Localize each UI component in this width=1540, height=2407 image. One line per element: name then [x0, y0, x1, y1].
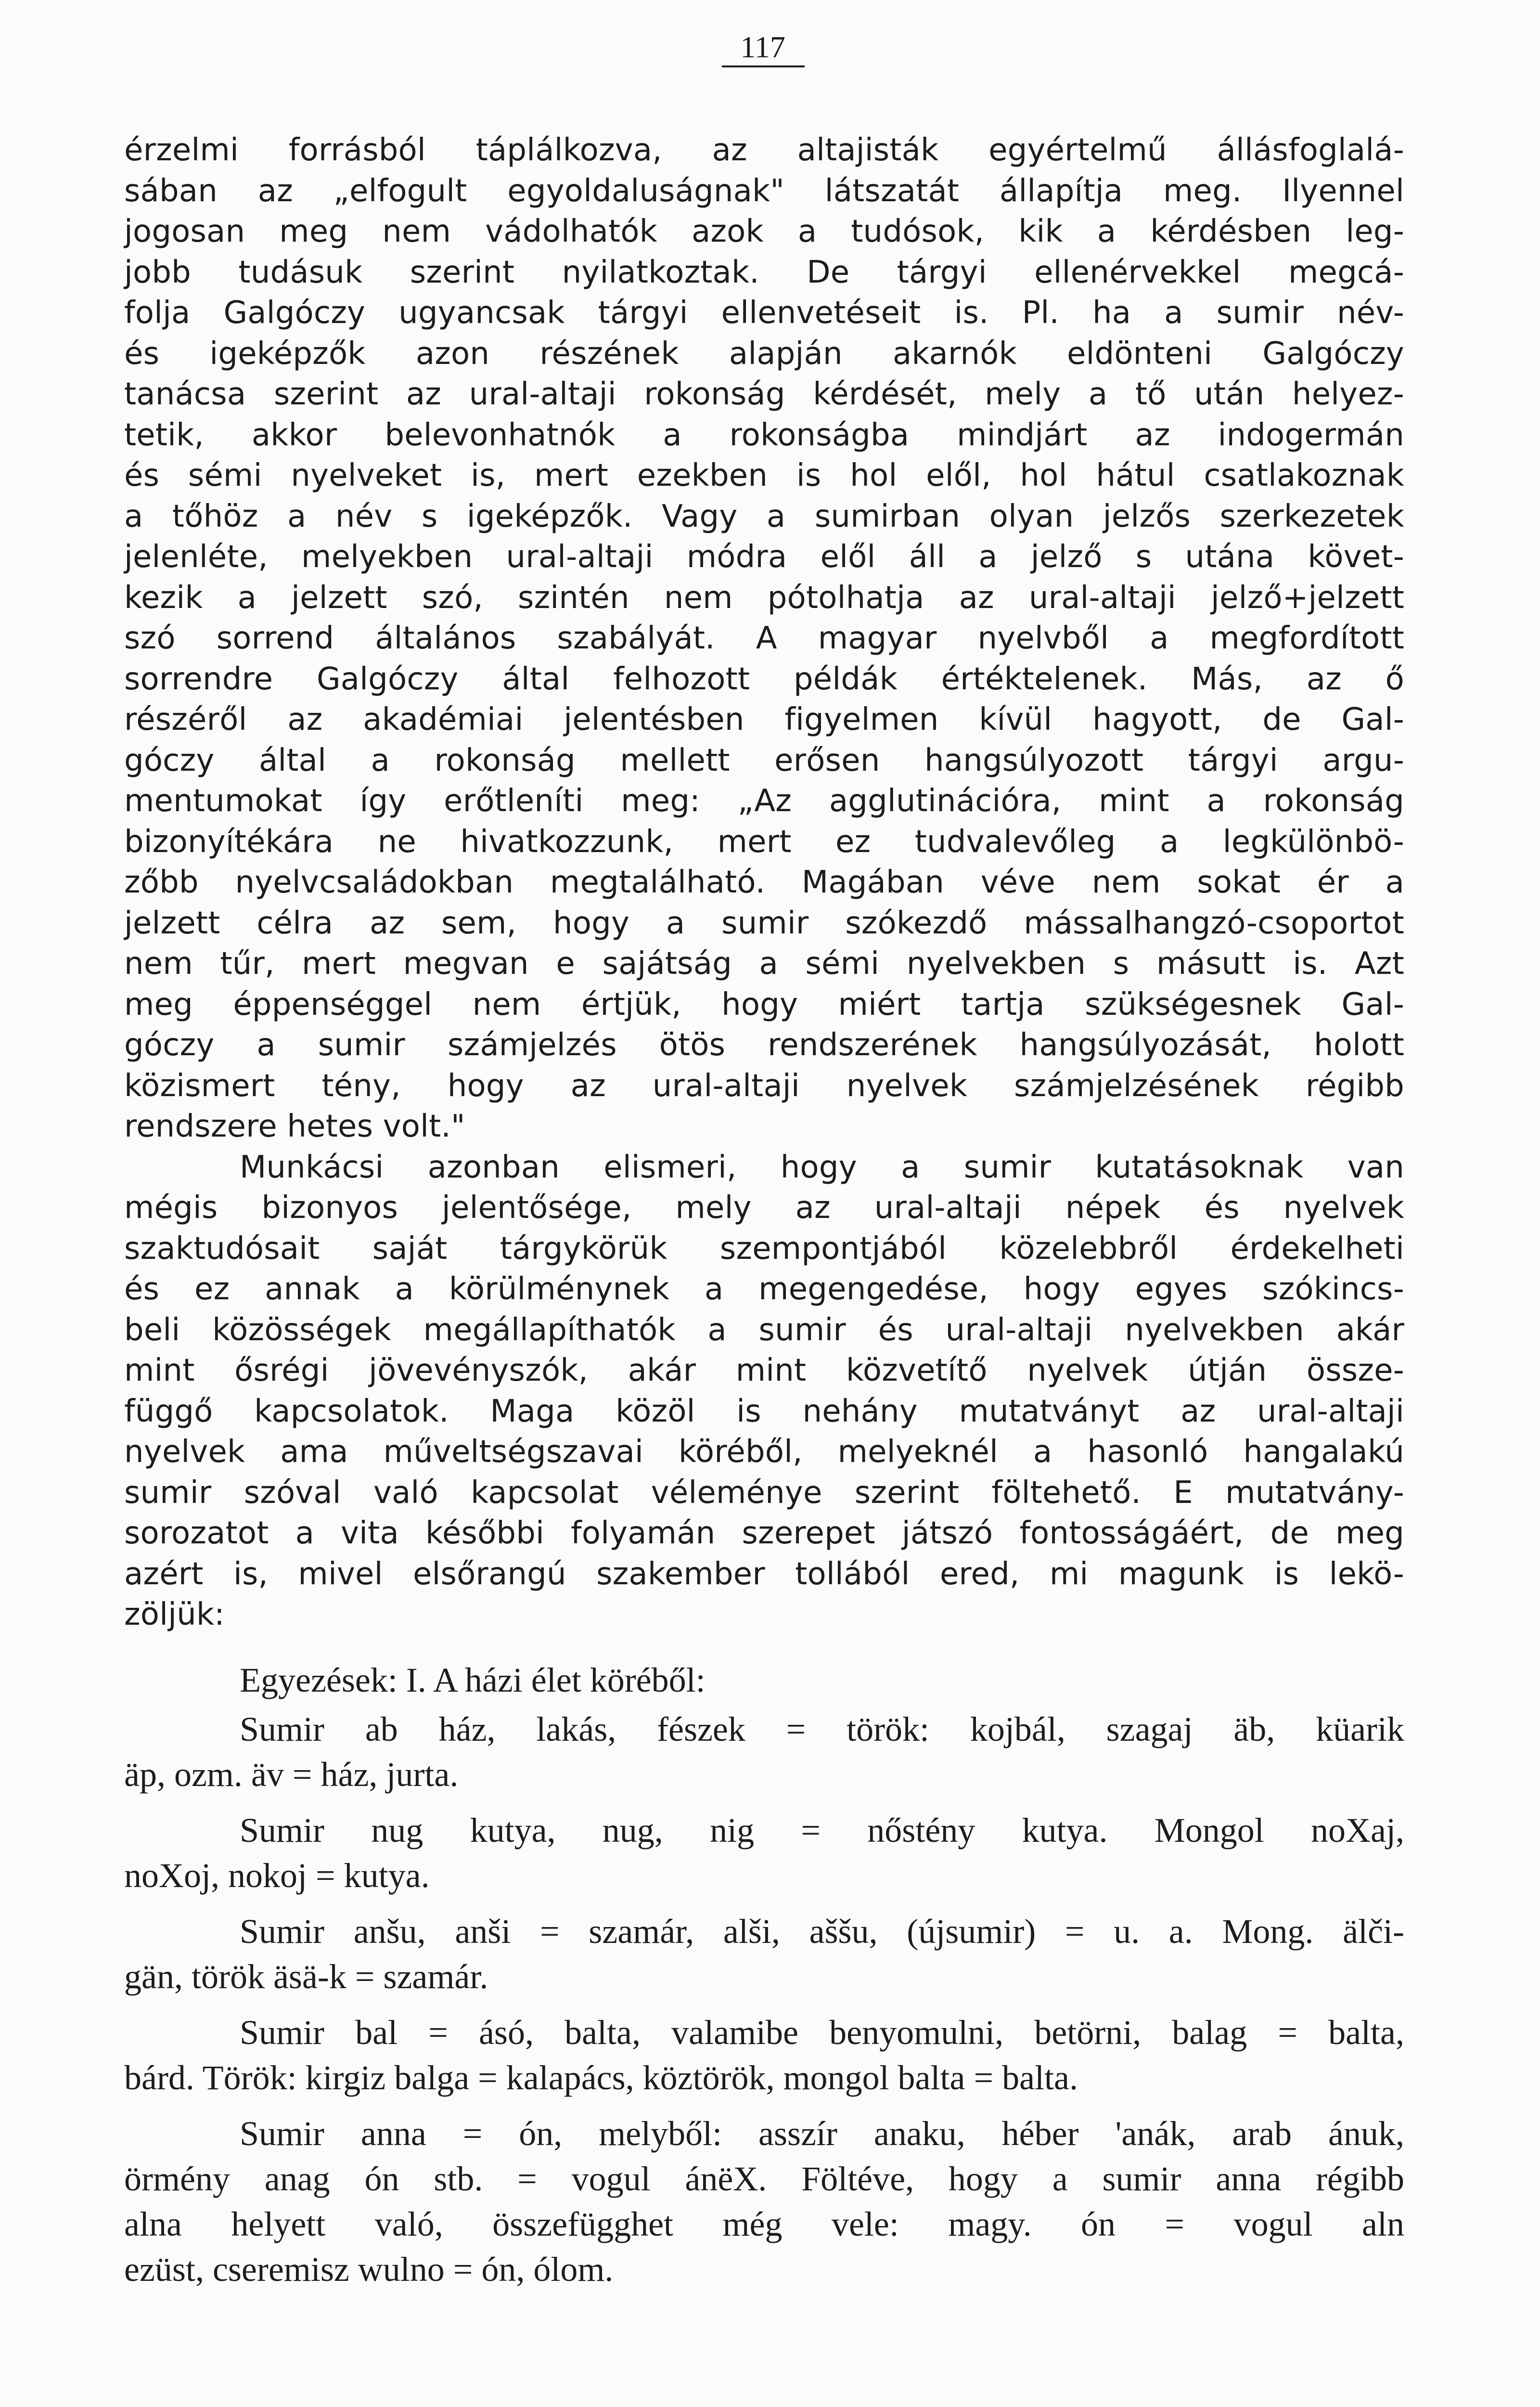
text-line: részéről az akadémiai jelentésben figyelmen kívül hagyott, de Gal- — [124, 702, 1404, 738]
text-line: tetik, akkor belevonhatnók a rokonságba mindjárt az indogermán — [124, 417, 1404, 453]
examples-list — [124, 1707, 1404, 2292]
example-line: noXoj, nokoj = kutya. — [124, 1856, 430, 1895]
example-entry — [124, 1808, 1404, 1898]
text-line: szó sorrend általános szabályát. A magyar nyelvből a megfordított — [124, 621, 1404, 656]
text-line: és igeképzők azon részének alapján akarnók eldönteni Galgóczy — [124, 336, 1404, 372]
page-number: 117 — [740, 30, 785, 64]
example-line: Sumir nug kutya, nug, nig = nőstény kutya. Mongol noXaj, — [240, 1811, 1404, 1850]
paragraph-2 — [124, 1147, 1404, 1635]
text-line: sorozatot a vita későbbi folyamán szerepet játszó fontosságáért, de meg — [124, 1515, 1404, 1551]
text-line: bizonyítékára ne hivatkozzunk, mert ez tudvalevőleg a legkülönbö- — [124, 824, 1404, 860]
section-gap — [124, 1703, 1404, 1707]
text-line: jogosan meg nem vádolhatók azok a tudósok, kik a kérdésben leg- — [124, 214, 1404, 249]
example-line: Sumir bal = ásó, balta, valamibe benyomulni, betörni, balag = balta, — [240, 2013, 1404, 2052]
text-line: szaktudósait saját tárgykörük szempontjából közelebbről érdekelheti — [124, 1230, 1404, 1267]
text-line: mentumokat így erőtleníti meg: „Az agglutinációra, mint a rokonság — [124, 783, 1404, 819]
example-line: ezüst, cseremisz wulno = ón, ólom. — [124, 2250, 614, 2289]
page-number-rule — [722, 65, 805, 67]
text-line: góczy a sumir számjelzés ötös rendszerének hangsúlyozását, holott — [124, 1027, 1404, 1063]
example-line: bárd. Török: kirgiz balga = kalapács, köztörök, mongol balta = balta. — [124, 2058, 1078, 2097]
text-line: és sémi nyelveket is, mert ezekben is hol elől, hol hátul csatlakoznak — [124, 458, 1404, 493]
text-line: nem tűr, mert megvan e sajátság a sémi nyelvekben s másutt is. Azt — [124, 946, 1404, 982]
text-line: érzelmi forrásból táplálkozva, az altajisták egyértelmű állásfoglalá- — [124, 132, 1404, 168]
text-line: meg éppenséggel nem értjük, hogy miért tartja szükségesnek Gal- — [124, 986, 1404, 1022]
text-line: mégis bizonyos jelentősége, mely az ural-altaji népek és nyelvek — [124, 1190, 1404, 1226]
body-text — [124, 130, 1404, 2292]
text-line: sában az „elfogult egyoldaluságnak" látszatát állapítja meg. Ilyennel — [124, 173, 1404, 209]
example-entry — [124, 2010, 1404, 2100]
example-line: alna helyett való, összefügghet még vele: magy. ón = vogul aln — [124, 2204, 1404, 2243]
text-line: és ez annak a körülménynek a megengedése, hogy egyes szókincs- — [124, 1271, 1404, 1307]
text-line: jobb tudásuk szerint nyilatkoztak. De tárgyi ellenérvekkel megcá- — [124, 254, 1404, 290]
example-line: örmény anag ón stb. = vogul ánëX. Föltéve, hogy a sumir anna régibb — [124, 2159, 1404, 2198]
example-line: gän, török äsä-k = szamár. — [124, 1957, 488, 1996]
text-line: közismert tény, hogy az ural-altaji nyelvek számjelzésének régibb — [124, 1068, 1404, 1104]
text-line: zöljük: — [124, 1597, 225, 1632]
text-line: függő kapcsolatok. Maga közöl is nehány mutatványt az ural-altaji — [124, 1393, 1404, 1429]
section-gap — [124, 1635, 1404, 1657]
example-entry — [124, 2111, 1404, 2292]
text-line: sumir szóval való kapcsolat véleménye szerint föltehető. E mutatvány- — [124, 1475, 1404, 1511]
text-line: folja Galgóczy ugyancsak tárgyi ellenvetéseit is. Pl. ha a sumir név- — [124, 295, 1404, 331]
text-line: rendszere hetes volt." — [124, 1109, 465, 1144]
text-line: a tőhöz a név s igeképzők. Vagy a sumirban olyan jelzős szerkezetek — [124, 498, 1404, 534]
text-line: góczy által a rokonság mellett erősen hangsúlyozott tárgyi argu- — [124, 742, 1404, 778]
example-entry — [124, 1909, 1404, 1999]
example-line: Sumir anšu, anši = szamár, alši, aššu, (újsumir) = u. a. Mong. älči- — [240, 1912, 1404, 1951]
example-entry — [124, 1707, 1404, 1797]
example-line: äp, ozm. äv = ház, jurta. — [124, 1755, 459, 1794]
text-line: Munkácsi azonban elismeri, hogy a sumir kutatásoknak van — [240, 1149, 1404, 1185]
text-line: beli közösségek megállapíthatók a sumir és ural-altaji nyelvekben akár — [124, 1312, 1404, 1348]
text-line: nyelvek ama műveltségszavai köréből, melyeknél a hasonló hangalakú — [124, 1434, 1404, 1470]
text-line: jelenléte, melyekben ural-altaji módra elől áll a jelző s utána követ- — [124, 539, 1404, 575]
text-line: sorrendre Galgóczy által felhozott példák értéktelenek. Más, az ő — [124, 661, 1404, 697]
text-line: zőbb nyelvcsaládokban megtalálható. Magában véve nem sokat ér a — [124, 865, 1404, 900]
paragraph-1 — [124, 130, 1404, 1147]
text-line: tanácsa szerint az ural-altaji rokonság kérdését, mely a tő után helyez- — [124, 376, 1404, 412]
text-line: jelzett célra az sem, hogy a sumir szókezdő mássalhangzó-csoportot — [124, 905, 1404, 941]
text-line: kezik a jelzett szó, szintén nem pótolhatja az ural-altaji jelző+jelzett — [124, 580, 1404, 616]
text-line: azért is, mivel elsőrangú szakember tollából ered, mi magunk is lekö- — [124, 1556, 1404, 1592]
text-line: mint ősrégi jövevényszók, akár mint közvetítő nyelvek útján össze- — [124, 1353, 1404, 1388]
example-line: Sumir ab ház, lakás, fészek = török: kojbál, szagaj äb, küarik — [240, 1709, 1404, 1748]
example-line: Sumir anna = ón, melyből: asszír anaku, héber 'anák, arab ánuk, — [240, 2114, 1404, 2153]
examples-heading: Egyezések: I. A házi élet köréből: — [240, 1660, 706, 1699]
